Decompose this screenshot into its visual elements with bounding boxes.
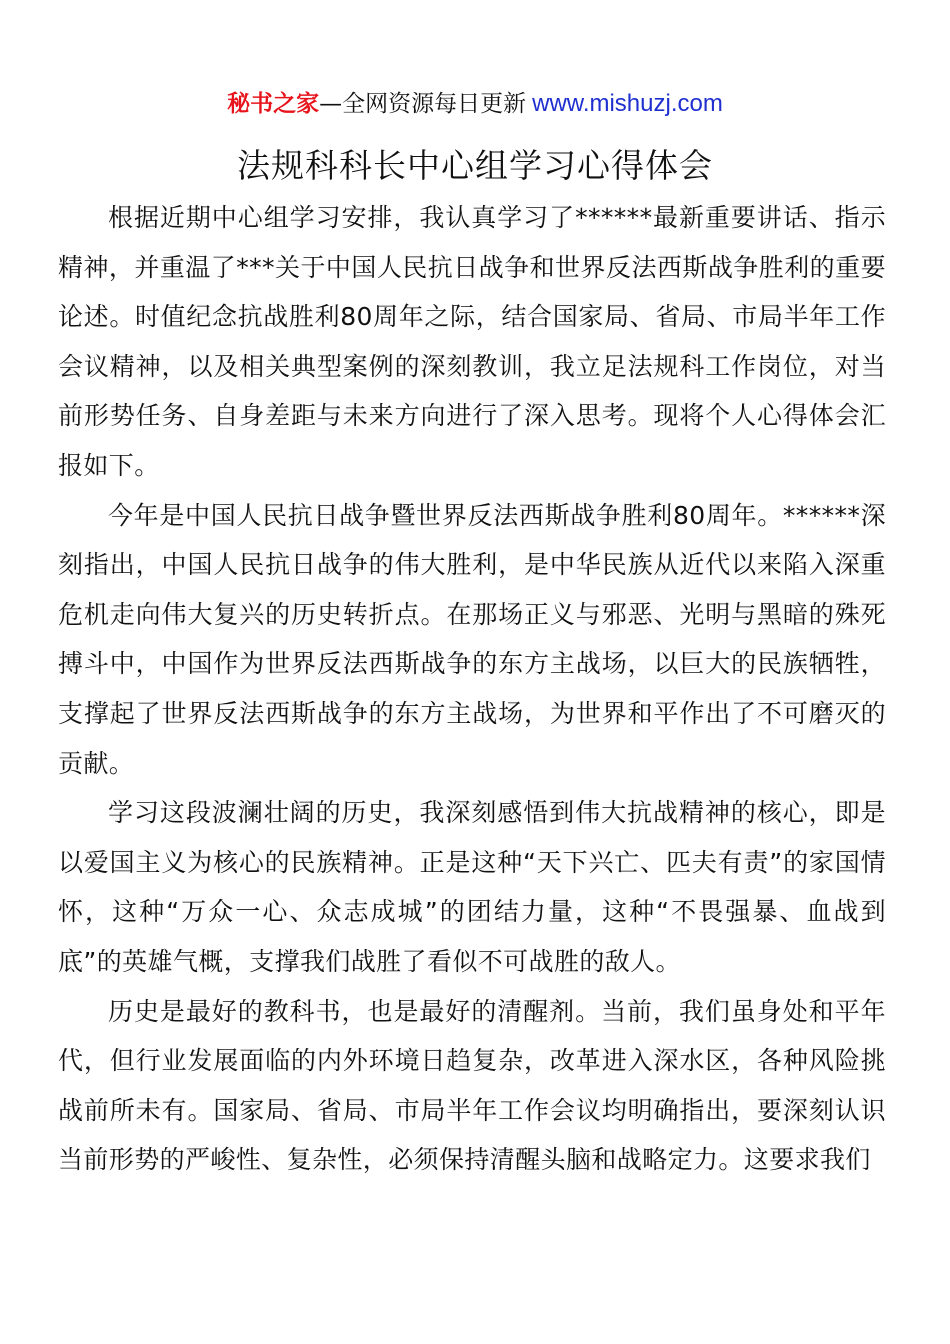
paragraph-intro: 根据近期中心组学习安排，我认真学习了******最新重要讲话、指示精神，并重温了***关于中国人民抗日战争和世界反法西斯战争胜利的重要论述。时值纪念抗战胜利80周年之际，结合国家局、省局、市局半年工作会议精神，以及相关典型案例的深刻教训，我立足法规科工作岗位，对当前形势任务、自身差距与未来方向进行了深入思考。现将个人心得体会汇报如下。 bbox=[58, 203, 886, 480]
site-tagline: —全网资源每日更新 bbox=[319, 91, 527, 117]
paragraph-current-situation: 历史是最好的教科书，也是最好的清醒剂。当前，我们虽身处和平年代，但行业发展面临的内外环境日趋复杂，改革进入深水区，各种风险挑战前所未有。国家局、省局、市局半年工作会议均明确指出，要深刻认识当前形势的严峻性、复杂性，必须保持清醒头脑和战略定力。这要求我们 bbox=[58, 996, 886, 1175]
brand-name: 秘书之家 bbox=[227, 91, 320, 117]
paragraph-history: 今年是中国人民抗日战争暨世界反法西斯战争胜利80周年。******深刻指出，中国人民抗日战争的伟大胜利，是中华民族从近代以来陷入深重危机走向伟大复兴的历史转折点。在那场正义与邪恶、光明与黑暗的殊死搏斗中，中国作为世界反法西斯战争的东方主战场，以巨大的民族牺牲，支撑起了世界反法西斯战争的东方主战场，为世界和平作出了不可磨灭的贡献。 bbox=[58, 500, 886, 778]
document-body bbox=[58, 193, 886, 1185]
document-title: 法规科科长中心组学习心得体会 bbox=[237, 146, 713, 185]
site-header bbox=[0, 86, 950, 122]
paragraph-spirit: 学习这段波澜壮阔的历史，我深刻感悟到伟大抗战精神的核心，即是以爱国主义为核心的民族精神。正是这种“天下兴亡、匹夫有责”的家国情怀，这种“万众一心、众志成城”的团结力量，这种“不畏强暴、血战到底”的英雄气概，支撑我们战胜了看似不可战胜的敌人。 bbox=[58, 798, 886, 976]
site-url-link[interactable]: www.mishuzj.com bbox=[532, 90, 723, 117]
